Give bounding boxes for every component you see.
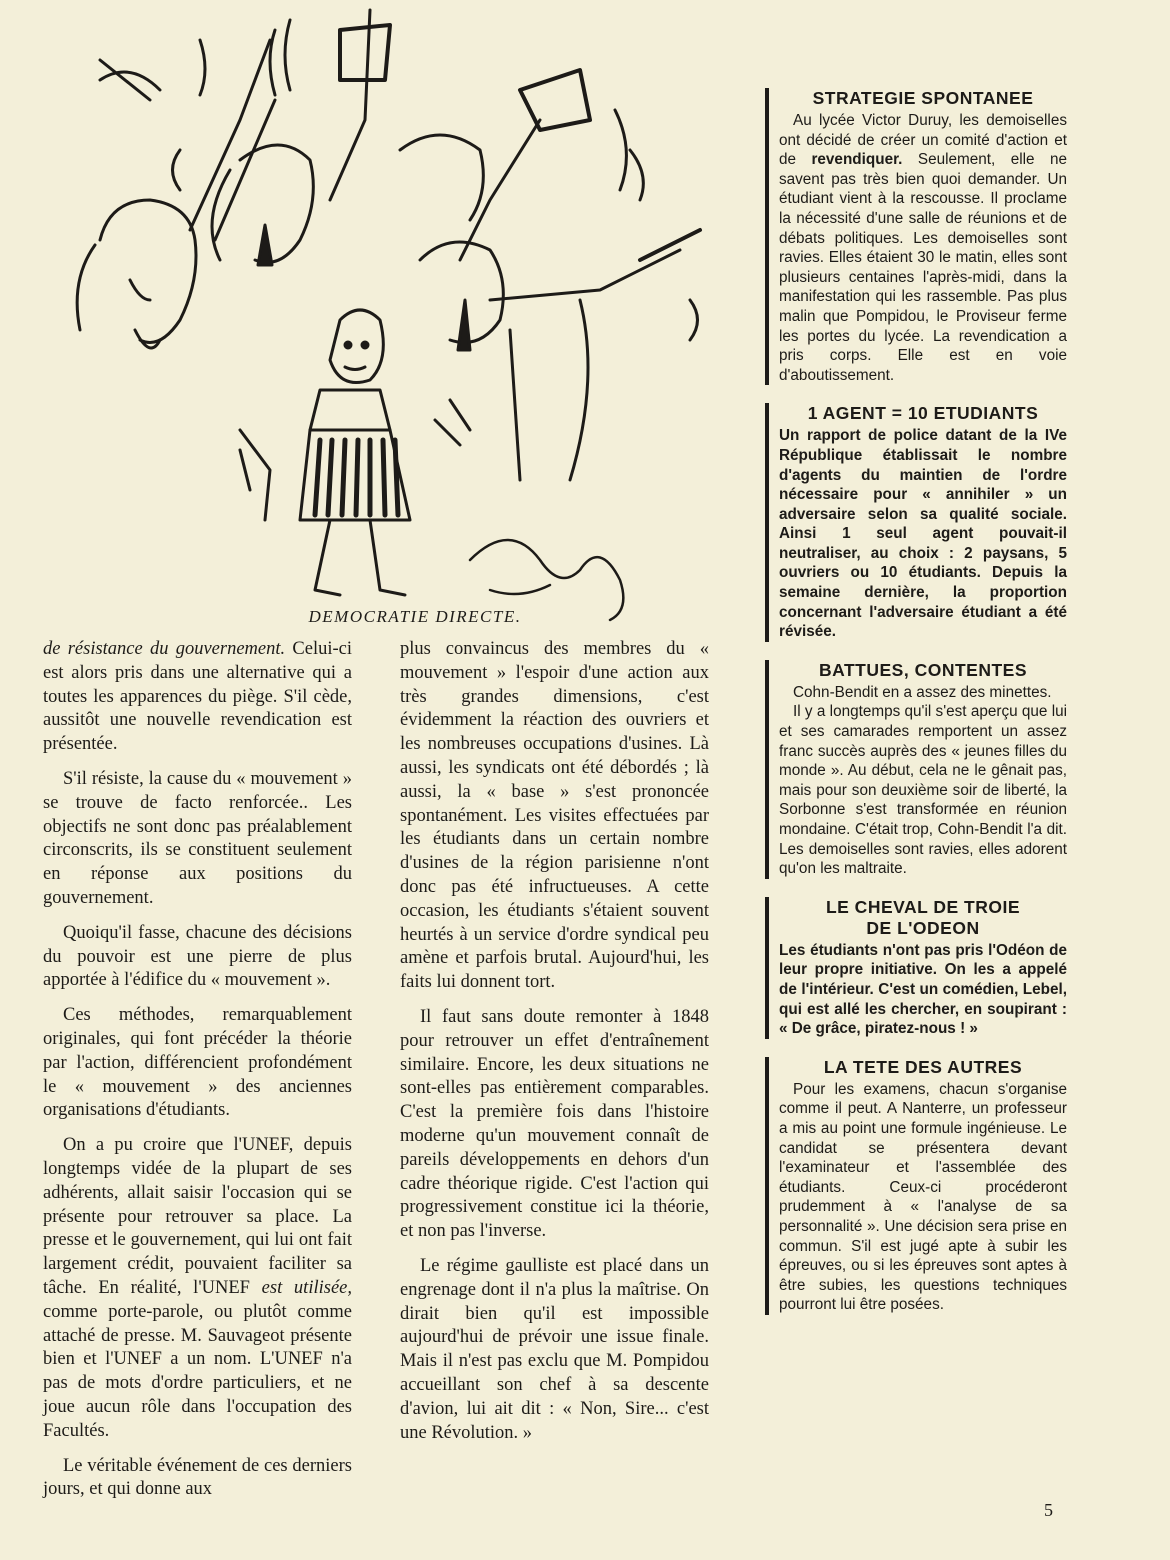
paragraph-text: Celui-ci est alors pris dans une alternative qui a toutes les apparences du piège. S'il cède, aussitôt une nouvelle revendication est présentée. bbox=[43, 639, 352, 755]
paragraph: S'il résiste, la cause du « mouvement » se trouve de facto renforcée.. Les objectifs ne sont donc pas préalablement circonscrits, ils se constituent seulement en réponse aux positions du gouvernement. bbox=[43, 768, 352, 908]
box-title: STRATEGIE SPONTANEE bbox=[812, 88, 1034, 108]
sidebar-box-strategie bbox=[765, 88, 1067, 385]
box-text: Un rapport de police datant de la IVe République établissait le nombre d'agents du maintien de l'ordre nécessaire pour « annihiler » un adversaire selon sa qualité sociale. Ainsi 1 seul agent pouvait-il neutraliser, au choix : 2 paysans, 5 ouvriers ou 10 étudiants. Depuis la semaine dernière, la proportion concernant l'adversaire étudiant a été révisée. bbox=[779, 427, 1067, 641]
box-text bbox=[779, 111, 1067, 385]
sidebar-box-odeon bbox=[765, 897, 1067, 1039]
box-title: BATTUES, CONTENTES bbox=[819, 659, 1027, 680]
article-column-1 bbox=[43, 638, 352, 1513]
page-number: 5 bbox=[1044, 1500, 1053, 1520]
paragraph: Le véritable événement de ces derniers jours, et qui donne aux bbox=[43, 1455, 352, 1500]
sidebar-box-agent bbox=[765, 403, 1067, 642]
box-title-line: DE L'ODEON bbox=[866, 917, 980, 938]
box-title bbox=[779, 897, 1067, 939]
sidebar bbox=[765, 88, 1067, 1333]
box-text: Les étudiants n'ont pas pris l'Odéon de leur propre initiative. On les a appelé de l'intérieur. C'est un comédien, Lebel, qui est allé les chercher, en soupirant : « De grâce, piratez-nous ! » bbox=[779, 941, 1067, 1038]
cartoon-drawing bbox=[40, 0, 730, 640]
box-title: 1 AGENT = 10 ETUDIANTS bbox=[807, 403, 1039, 424]
box-text: Cohn-Bendit en a assez des minettes. bbox=[793, 683, 1052, 701]
box-text: Pour les examens, chacun s'organise comme il peut. A Nanterre, un professeur a mis au point une formule ingénieuse. Le candidat se présentera devant l'examinateur et l'assemblée des étudiants. Ceux-ci procéderont prudemment à « l'analyse de sa personnalité ». Une décision sera prise en commun. S'il est jugé apte à subir les épreuves, ou si les épreuves sont aptes à être subies, les questions techniques pourront lui être posées. bbox=[779, 1080, 1067, 1314]
paragraph-text: comme porte-parole, ou plutôt comme attaché de presse. M. Sauvageot présente bien et l'UNEF a un nom. L'UNEF n'a pas de mots d'ordre particuliers, et ne joue aucun rôle dans l'occupation des Facultés. bbox=[43, 1301, 352, 1441]
bold-text: revendiquer. bbox=[811, 151, 903, 169]
paragraph bbox=[43, 638, 352, 757]
article-column-2 bbox=[400, 638, 709, 1456]
sidebar-box-battues bbox=[765, 660, 1067, 879]
cartoon-illustration bbox=[40, 0, 730, 640]
box-text: Il y a longtemps qu'il s'est aperçu que lui et ses camarades remportent un assez franc succès auprès des « jeunes filles du monde ». Au début, cela ne le gênait pas, mais pour son deuxième soir de liberté, la Sorbonne s'est transformée en réunion mondaine. C'était trop, Cohn-Bendit l'a dit. Les demoiselles sont ravies, elles adorent qu'on les maltraite. bbox=[779, 703, 1067, 878]
box-text-part: Seulement, elle ne savent pas très bien quoi demander. Un étudiant vient à la rescousse. Il proclame la nécessité d'une salle de réunions et de débats politiques. Les demoiselles sont ravies. Elles étaient 30 le matin, elles sont plusieurs centaines l'après-midi, dans la manifestation qui les rassemble. Pas plus malin que Pompidou, le Proviseur ferme les portes du lycée. La revendication a pris corps. Elle est en voie d'aboutissement. bbox=[779, 151, 1067, 384]
sidebar-box-tete bbox=[765, 1057, 1067, 1315]
box-title-line: LE CHEVAL DE TROIE bbox=[825, 896, 1021, 917]
italic-text: est utilisée, bbox=[261, 1277, 352, 1298]
box-text-part: Au lycée Victor Duruy, les demoiselles ont décidé de créer un comité d'action et de bbox=[779, 112, 1067, 169]
paragraph: Il faut sans doute remonter à 1848 pour retrouver un effet d'entraînement similaire. Encore, les deux situations ne sont-elles pas entièrement comparables. C'est la première fois dans l'histoire moderne qu'un mouvement connaît de pareils développements en dehors d'un cadre théorique rigide. C'est l'action qui progressivement constitue ici la théorie, et non pas l'inverse. bbox=[400, 1006, 709, 1242]
paragraph: plus convaincus des membres du « mouvement » l'espoir d'une action aux très grandes dimensions, c'est évidemment la réaction des ouvriers et les nombreuses occupations d'usines. Là aussi, les syndicats ont été débordés ; là aussi, la « base » s'est prononcée spontanément. Les visites effectuées par les étudiants dans un certain nombre d'usines de la région parisienne n'ont donc pas été infructueuses. A cette occasion, les étudiants s'étaient souvent heurtés à un service d'ordre syndical peu amène et parfois brutal. Aujourd'hui, les faits lui donnent tort. bbox=[400, 639, 709, 993]
cartoon-caption: DEMOCRATIE DIRECTE. bbox=[308, 607, 522, 626]
paragraph: Ces méthodes, remarquablement originales, qui font précéder la théorie par l'action, différencient profondément le « mouvement » des anciennes organisations d'étudiants. bbox=[43, 1005, 352, 1121]
paragraph: Quoiqu'il fasse, chacune des décisions du pouvoir est une pierre de plus apportée à l'édifice du « mouvement ». bbox=[43, 922, 352, 991]
paragraph bbox=[43, 1134, 352, 1443]
paragraph: Le régime gaulliste est placé dans un engrenage dont il n'a plus la maîtrise. On dirait bien qu'il est impossible aujourd'hui de prévoir une issue finale. Mais il n'est pas exclu que M. Pompidou accueillant son chef à sa descente d'avion, lui ait dit : « Non, Sire... c'est une Révolution. » bbox=[400, 1255, 709, 1443]
italic-text: de résistance du gouvernement. bbox=[43, 639, 286, 659]
paragraph-text: On a pu croire que l'UNEF, depuis longtemps vidée de la plupart de ses adhérents, allait saisir l'occasion qui se présente pour retrouver sa place. La presse et le gouvernement, qui lui ont fait largement crédit, pouvaient faciliter sa tâche. En réalité, l'UNEF bbox=[43, 1135, 352, 1298]
box-title: LA TETE DES AUTRES bbox=[823, 1056, 1023, 1077]
